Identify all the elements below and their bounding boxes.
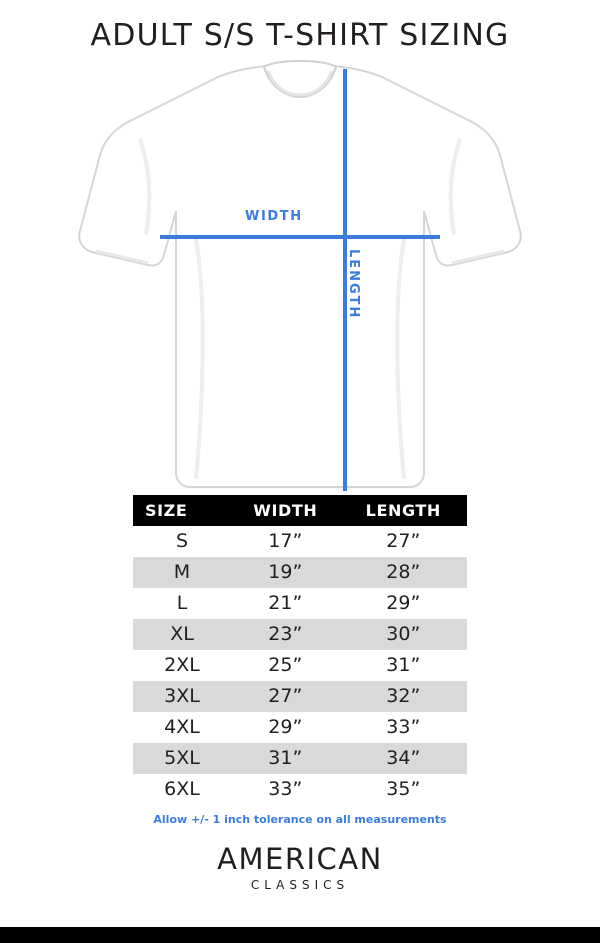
cell-size: 2XL bbox=[133, 650, 231, 681]
cell-size: 6XL bbox=[133, 774, 231, 805]
bottom-bar bbox=[0, 927, 600, 943]
table-row bbox=[133, 557, 467, 588]
table-row bbox=[133, 774, 467, 805]
cell-size: 5XL bbox=[133, 743, 231, 774]
page-title: ADULT S/S T-SHIRT SIZING bbox=[90, 18, 510, 53]
table-row bbox=[133, 650, 467, 681]
cell-width: 29” bbox=[231, 712, 340, 743]
table-row bbox=[133, 619, 467, 650]
header-length: LENGTH bbox=[340, 495, 467, 526]
cell-size: S bbox=[133, 526, 231, 557]
brand-subtitle: CLASSICS bbox=[250, 878, 350, 892]
cell-length: 27” bbox=[340, 526, 467, 557]
cell-width: 23” bbox=[231, 619, 340, 650]
cell-length: 34” bbox=[340, 743, 467, 774]
length-label: LENGTH bbox=[346, 249, 361, 320]
cell-length: 30” bbox=[340, 619, 467, 650]
brand-name: AMERICAN bbox=[217, 842, 383, 876]
table-row bbox=[133, 526, 467, 557]
table-row bbox=[133, 743, 467, 774]
width-label: WIDTH bbox=[245, 209, 303, 224]
header-size: SIZE bbox=[133, 495, 231, 526]
cell-length: 28” bbox=[340, 557, 467, 588]
cell-size: M bbox=[133, 557, 231, 588]
cell-width: 21” bbox=[231, 588, 340, 619]
cell-length: 32” bbox=[340, 681, 467, 712]
cell-length: 33” bbox=[340, 712, 467, 743]
tshirt-illustration bbox=[0, 59, 600, 499]
header-width: WIDTH bbox=[231, 495, 340, 526]
brand-footer bbox=[0, 842, 600, 892]
cell-size: 3XL bbox=[133, 681, 231, 712]
table-row bbox=[133, 588, 467, 619]
cell-size: L bbox=[133, 588, 231, 619]
table-row bbox=[133, 681, 467, 712]
cell-width: 31” bbox=[231, 743, 340, 774]
cell-length: 31” bbox=[340, 650, 467, 681]
table-row bbox=[133, 712, 467, 743]
cell-length: 29” bbox=[340, 588, 467, 619]
cell-size: XL bbox=[133, 619, 231, 650]
cell-width: 27” bbox=[231, 681, 340, 712]
tshirt-diagram bbox=[0, 59, 600, 499]
tolerance-note: Allow +/- 1 inch tolerance on all measurements bbox=[153, 813, 447, 826]
cell-width: 19” bbox=[231, 557, 340, 588]
cell-length: 35” bbox=[340, 774, 467, 805]
cell-width: 33” bbox=[231, 774, 340, 805]
cell-size: 4XL bbox=[133, 712, 231, 743]
cell-width: 17” bbox=[231, 526, 340, 557]
cell-width: 25” bbox=[231, 650, 340, 681]
size-chart bbox=[133, 495, 467, 805]
table-header-row bbox=[133, 495, 467, 526]
size-table bbox=[133, 495, 467, 805]
